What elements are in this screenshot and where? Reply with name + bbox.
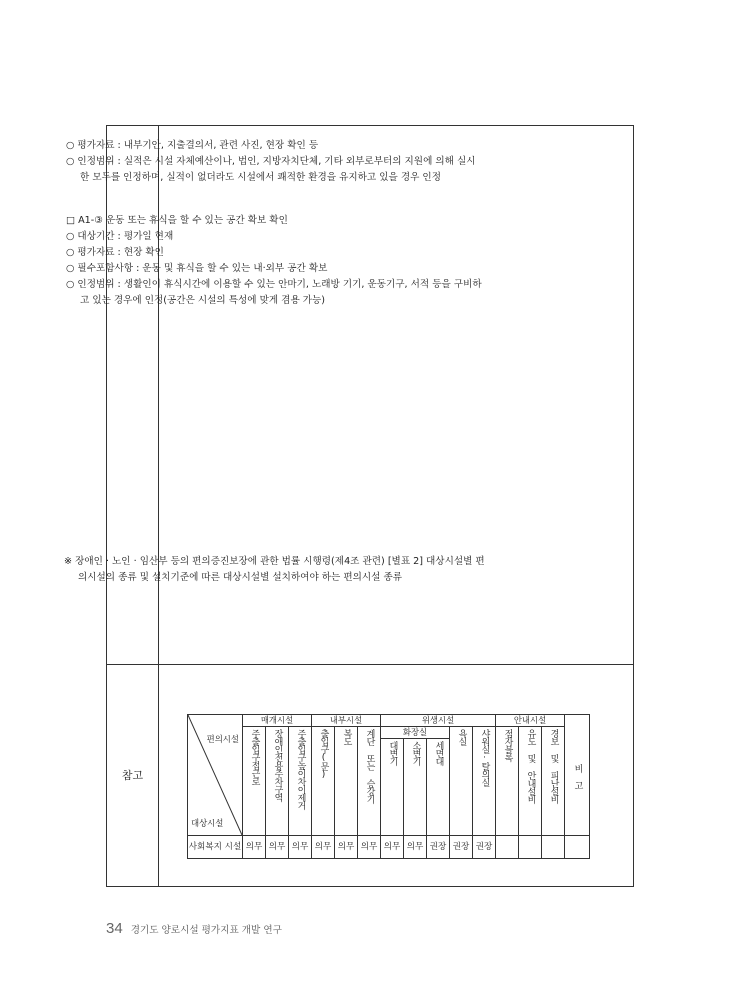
page-footer <box>106 920 282 937</box>
column-label: 소변기 <box>410 741 421 765</box>
column-header <box>404 739 427 836</box>
column-header <box>473 727 496 836</box>
table-cell: 권장 <box>450 836 473 859</box>
criteria-line: ○ 대상기간 : 평가일 현재 <box>66 231 174 242</box>
group-header: 안내시설 <box>496 715 565 727</box>
column-header <box>542 727 565 836</box>
column-label: 주출입구높이차이제거 <box>295 729 306 809</box>
column-label: 계단 또는 승강기 <box>364 729 375 803</box>
note-line: 의시설의 종류 및 설치기준에 따른 대상시설별 설치하여야 하는 편의시설 종류 <box>78 572 403 583</box>
criteria-line: ○ 평가자료 : 내부기안, 지출결의서, 관련 사진, 현장 확인 등 <box>66 140 319 151</box>
corner-top-label: 편의시설 <box>206 734 239 744</box>
table-cell <box>496 836 519 859</box>
subgroup-header: 화장실 <box>381 727 450 739</box>
column-header <box>243 727 266 836</box>
row-divider <box>107 664 633 665</box>
facility-table <box>187 714 590 859</box>
row-label: 사회복지 시설 <box>188 836 243 859</box>
table-cell: 의무 <box>289 836 312 859</box>
column-header <box>312 727 335 836</box>
table-cell <box>519 836 542 859</box>
criteria-line: ○ 평가자료 : 현장 확인 <box>66 247 164 258</box>
table-row <box>188 836 590 859</box>
column-header <box>496 727 519 836</box>
column-header <box>266 727 289 836</box>
reference-note <box>64 554 524 586</box>
criteria-line: ○ 인정범위 : 실적은 시설 자체예산이나, 법인, 지방자치단체, 기타 외부로부터의 지원에 의해 실시 <box>66 156 476 167</box>
note-line: ※ 장애인 · 노인 · 임산부 등의 편의증진보장에 관한 법률 시행령(제4조 관련) [별표 2] 대상시설별 편 <box>64 556 485 567</box>
table-cell: 의무 <box>381 836 404 859</box>
column-header <box>450 727 473 836</box>
criteria-line-continued: 고 있는 경우에 인정(공간은 시설의 특성에 맞게 겸용 가능) <box>80 295 326 306</box>
table-cell: 의무 <box>266 836 289 859</box>
column-header <box>289 727 312 836</box>
table-cell: 의무 <box>335 836 358 859</box>
column-header-remarks <box>565 715 590 836</box>
page-number: 34 <box>106 920 123 937</box>
group-header: 내부시설 <box>312 715 381 727</box>
column-label: 경보 및 피난설비 <box>548 729 559 803</box>
column-label: 욕실 <box>456 729 467 745</box>
table-cell: 의무 <box>358 836 381 859</box>
column-label: 주출입구접근로 <box>249 729 260 785</box>
corner-cell <box>188 715 243 836</box>
reference-label: 참고 <box>121 769 144 782</box>
table-cell: 의무 <box>404 836 427 859</box>
table-cell: 의무 <box>312 836 335 859</box>
column-header <box>519 727 542 836</box>
column-label: 세면대 <box>433 741 444 765</box>
criteria-line: ○ 필수포함사항 : 운동 및 휴식을 할 수 있는 내·외부 공간 확보 <box>66 263 328 274</box>
column-label: 복도 <box>341 729 352 745</box>
column-label: 샤워실·탈의실 <box>479 729 490 786</box>
column-header <box>427 739 450 836</box>
column-label: 점자블록 <box>502 729 513 761</box>
column-label: 대변기 <box>387 741 398 765</box>
column-label: 출입구(문) <box>318 729 329 779</box>
document-title: 경기도 양로시설 평가지표 개발 연구 <box>130 925 282 936</box>
column-label: 비 고 <box>572 763 583 789</box>
criteria-line-continued: 한 모두를 인정하며, 실적이 없더라도 시설에서 쾌적한 환경을 유지하고 있을 경우 인정 <box>80 172 441 183</box>
table-cell: 권장 <box>427 836 450 859</box>
table-cell <box>565 836 590 859</box>
criteria-line: ○ 인정범위 : 생활인이 휴식시간에 이용할 수 있는 안마기, 노래방 기기, 운동기구, 서적 등을 구비하 <box>66 279 482 290</box>
section-heading: □ A1-③ 운동 또는 휴식을 할 수 있는 공간 확보 확인 <box>66 215 288 226</box>
column-label: 장애인전용주차구역 <box>272 729 283 801</box>
evaluation-content <box>66 138 521 309</box>
table-cell: 의무 <box>243 836 266 859</box>
group-header: 매개시설 <box>243 715 312 727</box>
column-header <box>358 727 381 836</box>
table-cell: 권장 <box>473 836 496 859</box>
column-header <box>381 739 404 836</box>
corner-bottom-label: 대상시설 <box>191 818 224 828</box>
column-header <box>335 727 358 836</box>
column-label: 유도 및 안내설비 <box>525 729 536 803</box>
group-header: 위생시설 <box>381 715 496 727</box>
table-cell <box>542 836 565 859</box>
